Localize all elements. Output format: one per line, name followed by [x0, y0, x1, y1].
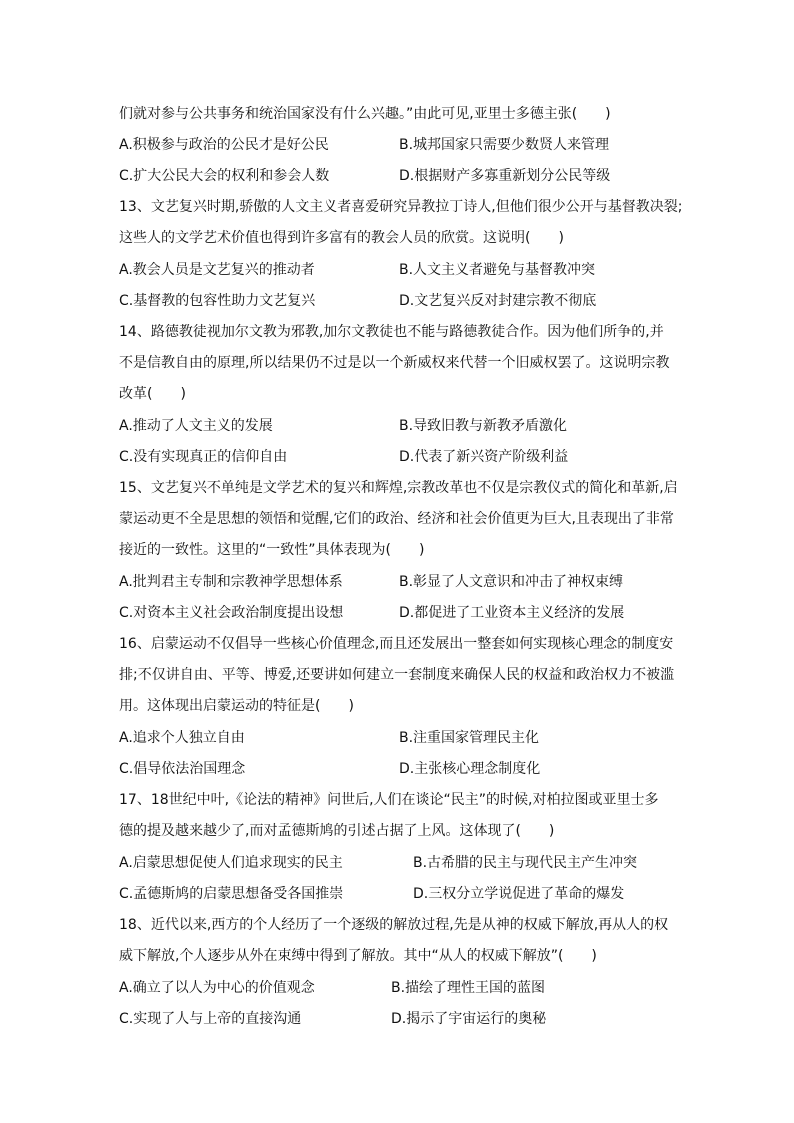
- question-stem-line: 17、18世纪中叶,《论法的精神》问世后,人们在谈论“民主”的时候,对柏拉图或亚里士多: [119, 792, 659, 808]
- option-a: A.追求个人独立自由: [119, 730, 245, 746]
- option-a: A.批判君主专制和宗教神学思想体系: [119, 574, 343, 590]
- option-d: D.根据财产多寡重新划分公民等级: [399, 168, 611, 184]
- question-stem-line: 14、路德教徒视加尔文教为邪教,加尔文教徒也不能与路德教徒合作。因为他们所争的,并: [119, 324, 664, 340]
- question-stem-line: 改革( ): [119, 386, 186, 402]
- option-c: C.基督教的包容性助力文艺复兴: [119, 293, 316, 309]
- option-d: D.代表了新兴资产阶级利益: [399, 449, 569, 465]
- question-stem-line: 15、文艺复兴不单纯是文学艺术的复兴和辉煌,宗教改革也不仅是宗教仪式的简化和革新,启: [119, 480, 678, 496]
- question-stem-line: 这些人的文学艺术价值也得到许多富有的教会人员的欣赏。这说明( ): [119, 230, 564, 246]
- option-c: C.没有实现真正的信仰自由: [119, 449, 288, 465]
- option-d: D.文艺复兴反对封建宗教不彻底: [399, 293, 597, 309]
- option-b: B.导致旧教与新教矛盾激化: [399, 418, 568, 434]
- option-c: C.孟德斯鸠的启蒙思想备受各国推崇: [119, 886, 344, 902]
- option-d: D.三权分立学说促进了革命的爆发: [413, 886, 625, 902]
- option-b: B.彰显了人文意识和冲击了神权束缚: [399, 574, 624, 590]
- option-a: A.推动了人文主义的发展: [119, 418, 273, 434]
- option-d: D.都促进了工业资本主义经济的发展: [399, 605, 625, 621]
- question-stem-line: 德的提及越来越少了,而对孟德斯鸠的引述占据了上风。这体现了( ): [119, 823, 555, 839]
- question-stem-line: 排;不仅讲自由、平等、博爱,还要讲如何建立一套制度来确保人民的权益和政治权力不被滥: [119, 667, 675, 683]
- option-b: B.城邦国家只需要少数贤人来管理: [399, 137, 610, 153]
- option-d: D.主张核心理念制度化: [399, 761, 541, 777]
- question-stem-line: 16、启蒙运动不仅倡导一些核心价值理念,而且还发展出一整套如何实现核心理念的制度安: [119, 636, 674, 652]
- option-b: B.注重国家管理民主化: [399, 730, 540, 746]
- option-c: C.实现了人与上帝的直接沟通: [119, 1011, 302, 1027]
- option-b: B.古希腊的民主与现代民主产生冲突: [413, 855, 638, 871]
- option-a: A.教会人员是文艺复兴的推动者: [119, 262, 315, 278]
- question-stem-line: 18、近代以来,西方的个人经历了一个逐级的解放过程,先是从神的权威下解放,再从人的权: [119, 917, 669, 933]
- option-b: B.描绘了理性王国的蓝图: [391, 980, 546, 996]
- option-a: A.启蒙思想促使人们追求现实的民主: [119, 855, 343, 871]
- option-c: C.扩大公民大会的权利和参会人数: [119, 168, 330, 184]
- option-a: A.积极参与政治的公民才是好公民: [119, 137, 329, 153]
- question-stem-line: 威下解放,个人逐步从外在束缚中得到了解放。其中“从人的权威下解放”( ): [119, 948, 597, 964]
- question-stem-line: 们就对参与公共事务和统治国家没有什么兴趣。”由此可见,亚里士多德主张( ): [119, 106, 611, 122]
- option-a: A.确立了以人为中心的价值观念: [119, 980, 315, 996]
- question-stem-line: 13、文艺复兴时期,骄傲的人文主义者喜爱研究异教拉丁诗人,但他们很少公开与基督教决裂;: [119, 199, 683, 215]
- question-stem-line: 接近的一致性。这里的“一致性”具体表现为( ): [119, 542, 425, 558]
- question-stem-line: 不是信教自由的原理,所以结果仍不过是以一个新威权来代替一个旧威权罢了。这说明宗教: [119, 355, 670, 371]
- question-stem-line: 用。这体现出启蒙运动的特征是( ): [119, 698, 354, 714]
- option-c: C.倡导依法治国理念: [119, 761, 246, 777]
- option-b: B.人文主义者避免与基督教冲突: [399, 262, 596, 278]
- option-c: C.对资本主义社会政治制度提出设想: [119, 605, 344, 621]
- question-stem-line: 蒙运动更不全是思想的领悟和觉醒,它们的政治、经济和社会价值更为巨大,且表现出了非常: [119, 511, 674, 527]
- option-d: D.揭示了宇宙运行的奥秘: [391, 1011, 547, 1027]
